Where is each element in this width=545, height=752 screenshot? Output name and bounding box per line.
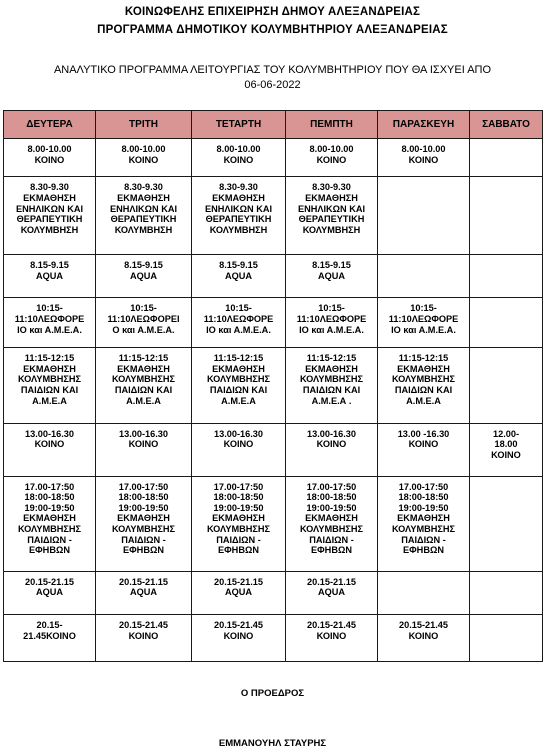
schedule-cell-text: 17.00-17:50 18:00-18:50 19:00-19:50 ΕΚΜΑΘΗΣΗ ΚΟΛΥΜΒΗΣΗΣ ΠΑΙΔΙΩΝ - ΕΦΗΒΩΝ xyxy=(111,481,176,556)
schedule-cell-text: 8.30-9.30 ΕΚΜΑΘΗΣΗ ΕΝΗΛΙΚΩΝ ΚΑΙ ΘΕΡΑΠΕΥΤΙΚΗ ΚΟΛΥΜΒΗΣΗ xyxy=(297,182,366,235)
schedule-cell xyxy=(470,139,543,177)
day-header-monday: ΔΕΥΤΕΡΑ xyxy=(4,111,96,139)
schedule-cell xyxy=(192,139,286,177)
schedule-cell-text: 13.00 -16.30 ΚΟΙΝΟ xyxy=(397,428,450,450)
schedule-cell-text: 20.15-21.15 AQUA xyxy=(306,576,357,598)
schedule-cell-text: 13.00-16.30 ΚΟΙΝΟ xyxy=(118,428,169,450)
schedule-cell xyxy=(470,571,543,614)
schedule-cell xyxy=(192,298,286,348)
program-title: ΠΡΟΓΡΑΜΜΑ ΔΗΜΟΤΙΚΟΥ ΚΟΛΥΜΒΗΤΗΡΙΟΥ ΑΛΕΞΑΝΔΡΕΙΑΣ xyxy=(97,24,448,36)
schedule-cell xyxy=(96,423,192,476)
schedule-cell-text: 11:15-12:15 ΕΚΜΑΘΗΣΗ ΚΟΛΥΜΒΗΣΗΣ ΠΑΙΔΙΩΝ ΚΑΙ Α.Μ.Ε.Α xyxy=(17,353,82,406)
schedule-row xyxy=(4,348,543,424)
schedule-cell-text: 10:15- 11:10ΛΕΩΦΟΡΕ ΙΟ και Α.Μ.Ε.Α. xyxy=(296,303,367,335)
schedule-cell-text: 8.15-9.15 AQUA xyxy=(312,259,351,281)
schedule-cell xyxy=(4,139,96,177)
schedule-row xyxy=(4,177,543,255)
schedule-cell xyxy=(96,177,192,255)
schedule-cell xyxy=(378,476,470,571)
schedule-cell xyxy=(286,615,378,662)
schedule-cell-text: 20.15- 21.45ΚΟΙΝΟ xyxy=(23,620,76,641)
schedule-cell-text: 10:15- 11:10ΛΕΩΦΟΡΕΙ Ο και Α.Μ.Ε.Α. xyxy=(107,303,180,335)
schedule-cell-text: 8.00-10.00 ΚΟΙΝΟ xyxy=(401,144,446,165)
schedule-cell xyxy=(378,348,470,424)
schedule-row xyxy=(4,298,543,348)
schedule-cell xyxy=(286,348,378,424)
schedule-cell-text: 10:15- 11:10ΛΕΩΦΟΡΕ ΙΟ και Α.Μ.Ε.Α. xyxy=(14,303,85,335)
schedule-cell-text: 10:15- 11:10ΛΕΩΦΟΡΕ ΙΟ και Α.Μ.Ε.Α. xyxy=(203,303,274,335)
schedule-cell xyxy=(378,423,470,476)
schedule-cell-text: 20.15-21.45 ΚΟΙΝΟ xyxy=(306,620,357,641)
schedule-cell xyxy=(4,476,96,571)
schedule-cell-text: 8.00-10.00 ΚΟΙΝΟ xyxy=(27,144,72,165)
day-header-wednesday: ΤΕΤΑΡΤΗ xyxy=(192,111,286,139)
schedule-cell xyxy=(286,177,378,255)
schedule-cell-text: 20.15-21.45 ΚΟΙΝΟ xyxy=(213,620,264,641)
schedule-cell-text: 20.15-21.45 ΚΟΙΝΟ xyxy=(118,620,169,641)
schedule-cell xyxy=(192,254,286,297)
day-header-saturday: ΣΑΒΒΑΤΟ xyxy=(470,111,543,139)
schedule-cell-text: 20.15-21.15 AQUA xyxy=(118,576,169,598)
schedule-cell xyxy=(378,615,470,662)
day-header-tuesday: ΤΡΙΤΗ xyxy=(96,111,192,139)
schedule-row xyxy=(4,476,543,571)
signature-name: ΕΜΜΑΝΟΥΗΛ ΣΤΑΥΡΗΣ xyxy=(218,738,327,749)
schedule-cell xyxy=(378,177,470,255)
schedule-cell-text: 20.15-21.15 AQUA xyxy=(24,576,75,598)
schedule-body xyxy=(4,139,543,662)
schedule-cell-text: 17.00-17:50 18:00-18:50 19:00-19:50 ΕΚΜΑΘΗΣΗ ΚΟΛΥΜΒΗΣΗΣ ΠΑΙΔΙΩΝ - ΕΦΗΒΩΝ xyxy=(206,481,271,556)
schedule-cell xyxy=(378,139,470,177)
schedule-cell-text: 17.00-17:50 18:00-18:50 19:00-19:50 ΕΚΜΑΘΗΣΗ ΚΟΛΥΜΒΗΣΗΣ ΠΑΙΔΙΩΝ - ΕΦΗΒΩΝ xyxy=(391,481,456,556)
schedule-row xyxy=(4,615,543,662)
schedule-cell xyxy=(96,254,192,297)
schedule-cell xyxy=(470,177,543,255)
schedule-cell-text: 10:15- 11:10ΛΕΩΦΟΡΕ ΙΟ και Α.Μ.Ε.Α. xyxy=(388,303,459,335)
schedule-cell xyxy=(96,476,192,571)
schedule-cell xyxy=(4,348,96,424)
schedule-cell-text: 13.00-16.30 ΚΟΙΝΟ xyxy=(24,428,75,450)
schedule-cell-text: 11:15-12:15 ΕΚΜΑΘΗΣΗ ΚΟΛΥΜΒΗΣΗΣ ΠΑΙΔΙΩΝ ΚΑΙ Α.Μ.Ε.Α xyxy=(206,353,271,406)
schedule-cell xyxy=(192,348,286,424)
schedule-cell xyxy=(286,139,378,177)
schedule-cell-text: 8.30-9.30 ΕΚΜΑΘΗΣΗ ΕΝΗΛΙΚΩΝ ΚΑΙ ΘΕΡΑΠΕΥΤΙΚΗ ΚΟΛΥΜΒΗΣΗ xyxy=(204,182,273,235)
schedule-cell xyxy=(96,615,192,662)
schedule-row xyxy=(4,571,543,614)
schedule-cell xyxy=(286,254,378,297)
schedule-cell xyxy=(286,571,378,614)
schedule-cell xyxy=(286,298,378,348)
schedule-cell-text: 20.15-21.45 ΚΟΙΝΟ xyxy=(398,620,449,641)
schedule-cell-text: 8.30-9.30 ΕΚΜΑΘΗΣΗ ΕΝΗΛΙΚΩΝ ΚΑΙ ΘΕΡΑΠΕΥΤΙΚΗ ΚΟΛΥΜΒΗΣΗ xyxy=(109,182,178,235)
schedule-cell xyxy=(286,476,378,571)
schedule-cell xyxy=(286,423,378,476)
schedule-cell xyxy=(4,615,96,662)
schedule-cell xyxy=(4,571,96,614)
schedule-cell xyxy=(192,571,286,614)
schedule-cell xyxy=(192,615,286,662)
schedule-cell-text: 11:15-12:15 ΕΚΜΑΘΗΣΗ ΚΟΛΥΜΒΗΣΗΣ ΠΑΙΔΙΩΝ ΚΑΙ Α.Μ.Ε.Α . xyxy=(299,353,364,406)
schedule-cell xyxy=(4,177,96,255)
schedule-cell xyxy=(96,571,192,614)
schedule-cell-text: 8.15-9.15 AQUA xyxy=(124,259,163,281)
day-header-row xyxy=(4,111,543,139)
schedule-cell-text: 8.15-9.15 AQUA xyxy=(219,259,258,281)
schedule-cell-text: 8.00-10.00 ΚΟΙΝΟ xyxy=(309,144,354,165)
schedule-cell xyxy=(4,298,96,348)
schedule-cell-text: 8.30-9.30 ΕΚΜΑΘΗΣΗ ΕΝΗΛΙΚΩΝ ΚΑΙ ΘΕΡΑΠΕΥΤΙΚΗ ΚΟΛΥΜΒΗΣΗ xyxy=(15,182,84,235)
schedule-cell-text: 17.00-17:50 18:00-18:50 19:00-19:50 ΕΚΜΑΘΗΣΗ ΚΟΛΥΜΒΗΣΗΣ ΠΑΙΔΙΩΝ - ΕΦΗΒΩΝ xyxy=(299,481,364,556)
schedule-cell-text: 8.00-10.00 ΚΟΙΝΟ xyxy=(121,144,166,165)
schedule-cell-text: 12.00- 18.00 ΚΟΙΝΟ xyxy=(491,428,521,460)
schedule-cell xyxy=(378,571,470,614)
schedule-table xyxy=(3,110,543,662)
signature-title: Ο ΠΡΟΕΔΡΟΣ xyxy=(240,688,305,699)
schedule-cell xyxy=(470,476,543,571)
schedule-cell xyxy=(4,254,96,297)
schedule-cell xyxy=(470,254,543,297)
effective-date: 06-06-2022 xyxy=(244,79,301,91)
schedule-cell-text: 20.15-21.15 AQUA xyxy=(213,576,264,598)
schedule-cell-text: 8.15-9.15 AQUA xyxy=(30,259,69,281)
schedule-cell-text: 8.00-10.00 ΚΟΙΝΟ xyxy=(216,144,261,165)
schedule-cell xyxy=(470,423,543,476)
schedule-cell-text: 13.00-16.30 ΚΟΙΝΟ xyxy=(306,428,357,450)
schedule-cell xyxy=(96,348,192,424)
schedule-cell xyxy=(470,298,543,348)
schedule-row xyxy=(4,423,543,476)
schedule-cell xyxy=(96,139,192,177)
day-header-friday: ΠΑΡΑΣΚΕΥΗ xyxy=(378,111,470,139)
schedule-cell-text: 11:15-12:15 ΕΚΜΑΘΗΣΗ ΚΟΛΥΜΒΗΣΗΣ ΠΑΙΔΙΩΝ ΚΑΙ Α.Μ.Ε.Α xyxy=(111,353,176,406)
schedule-cell-text: 17.00-17:50 18:00-18:50 19:00-19:50 ΕΚΜΑΘΗΣΗ ΚΟΛΥΜΒΗΣΗΣ ΠΑΙΔΙΩΝ - ΕΦΗΒΩΝ xyxy=(17,481,82,556)
schedule-cell-text: 13.00-16.30 ΚΟΙΝΟ xyxy=(213,428,264,450)
schedule-row xyxy=(4,139,543,177)
schedule-cell xyxy=(192,423,286,476)
schedule-cell xyxy=(470,348,543,424)
organization-title: ΚΟΙΝΩΦΕΛΗΣ ΕΠΙΧΕΙΡΗΣΗ ΔΗΜΟΥ ΑΛΕΞΑΝΔΡΕΙΑΣ xyxy=(124,6,421,18)
schedule-cell xyxy=(4,423,96,476)
schedule-row xyxy=(4,254,543,297)
schedule-subtitle: ΑΝΑΛΥΤΙΚΟ ΠΡΟΓΡΑΜΜΑ ΛΕΙΤΟΥΡΓΙΑΣ ΤΟΥ ΚΟΛΥΜΒΗΤΗΡΙΟΥ ΠΟΥ ΘΑ ΙΣΧΥΕΙ ΑΠΟ xyxy=(53,64,492,76)
schedule-cell xyxy=(378,254,470,297)
schedule-cell xyxy=(192,476,286,571)
schedule-cell-text: 11:15-12:15 ΕΚΜΑΘΗΣΗ ΚΟΛΥΜΒΗΣΗΣ ΠΑΙΔΙΩΝ ΚΑΙ Α.Μ.Ε.Α xyxy=(391,353,456,406)
schedule-cell xyxy=(96,298,192,348)
schedule-cell xyxy=(192,177,286,255)
schedule-cell xyxy=(470,615,543,662)
day-header-thursday: ΠΕΜΠΤΗ xyxy=(286,111,378,139)
schedule-cell xyxy=(378,298,470,348)
